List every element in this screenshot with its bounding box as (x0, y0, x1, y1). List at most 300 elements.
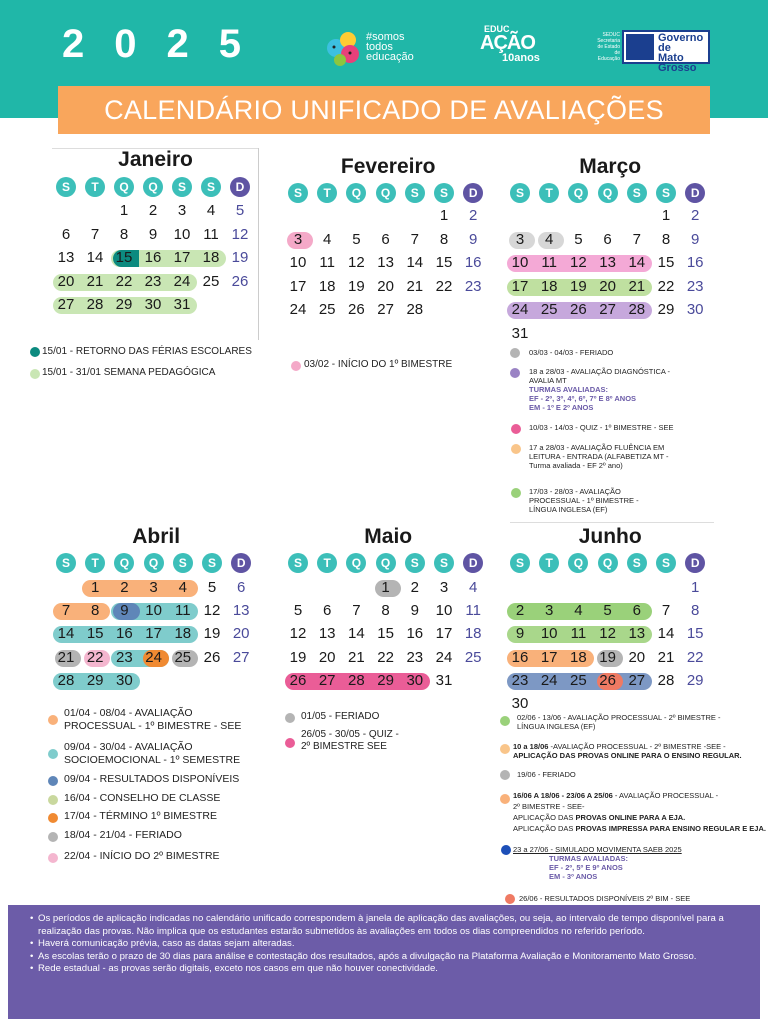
calendar-day: 18 (570, 648, 587, 666)
legend-text: 18 a 28/03 - AVALIAÇÃO DIAGNÓSTICA - (529, 367, 671, 376)
calendar-day: 24 (145, 648, 162, 666)
month-title: Março (579, 155, 642, 178)
legend-text: SOCIOEMOCIONAL - 1º SEMESTRE (64, 754, 241, 766)
weekday-header: T (539, 183, 559, 203)
calendar-day: 15 (435, 254, 453, 271)
calendar-day: 30 (686, 301, 704, 318)
calendar-day: 12 (231, 225, 249, 243)
weekday-header: Q (598, 553, 618, 573)
page-title: CALENDÁRIO UNIFICADO DE AVALIAÇÕES (58, 86, 710, 134)
legend-dot (48, 853, 58, 863)
calendar-day: 20 (628, 648, 646, 666)
weekday-header: Q (144, 553, 164, 573)
logo-mato: Mato (658, 52, 684, 64)
calendar-day: 12 (203, 602, 221, 620)
weekday-header: S (56, 553, 76, 573)
calendar-day: 8 (661, 230, 671, 248)
logo-grosso: Grosso (658, 62, 697, 74)
month-title: Abril (132, 525, 181, 548)
calendar-day: 10 (511, 254, 529, 271)
legend-text: 09/04 - 30/04 - AVALIAÇÃO (64, 741, 193, 753)
calendar-day: 15 (115, 249, 133, 266)
legend-text: 16/04 - CONSELHO DE CLASSE (64, 792, 221, 804)
legend-text: LEITURA - ENTRADA (ALFABETIZA MT - (529, 452, 669, 461)
legend-text: 09/04 - RESULTADOS DISPONÍVEIS (64, 773, 240, 785)
calendar-day: 24 (173, 272, 191, 290)
calendar-day: 23 (406, 648, 424, 666)
legend-dot (505, 894, 515, 904)
logo-somos: #somos (366, 31, 405, 43)
legend-dot (510, 348, 520, 358)
calendar-day: 19 (203, 625, 221, 643)
calendar-day: 21 (406, 277, 424, 295)
weekday-header: D (685, 183, 705, 203)
calendar-day: 13 (232, 602, 250, 620)
weekday-header: S (656, 183, 676, 203)
calendar-day: 10 (540, 625, 558, 643)
colorful-faces-icon (322, 26, 368, 72)
calendar-day: 6 (632, 602, 641, 620)
calendar-day: 1 (119, 202, 129, 219)
weekday-header: T (317, 183, 337, 203)
calendar-day: 2 (469, 207, 478, 224)
calendar-day: 16 (686, 254, 704, 271)
calendar-day: 21 (86, 272, 104, 290)
legend-dot (291, 361, 301, 371)
calendar-day: 22 (435, 277, 453, 295)
calendar-day: 16 (116, 625, 133, 643)
weekday-header: D (463, 183, 483, 203)
legend-text: 2º BIMESTRE - SEE- (513, 802, 585, 811)
calendar-day: 24 (540, 671, 558, 689)
legend-text: PROVAS IMPRESSA PARA ENSINO REGULAR E EJA. (575, 824, 766, 833)
calendar-day: 16 (464, 254, 482, 271)
calendar-day: 19 (348, 277, 365, 295)
calendar-day: 28 (628, 301, 646, 318)
logo-todos: todos (366, 41, 393, 53)
weekday-header: S (627, 183, 647, 203)
legend-text: EM - 3º ANOS (549, 872, 598, 881)
calendar-day: 11 (319, 254, 335, 271)
weekday-header: S (288, 553, 308, 573)
calendar-day: 12 (289, 625, 307, 643)
calendar-day: 18 (202, 249, 220, 266)
calendar-day: 17 (511, 277, 529, 295)
calendar-day: 11 (541, 254, 557, 271)
calendar-day: 16 (406, 625, 424, 643)
legend-dot (48, 832, 58, 842)
calendar-day: 25 (464, 648, 482, 666)
legend-text: AVALIA MT (529, 376, 567, 385)
calendar-day: 15 (657, 254, 675, 271)
calendar-day: 24 (289, 301, 307, 318)
calendar-day: 5 (293, 602, 303, 620)
weekday-header: S (173, 553, 193, 573)
legend-text: 15/01 - RETORNO DAS FÉRIAS ESCOLARES (42, 346, 252, 357)
legend-dot (48, 795, 58, 805)
calendar-day: 9 (469, 230, 478, 248)
calendar-day: 15 (377, 625, 394, 643)
calendar-day: 8 (91, 602, 100, 620)
calendar-day: 30 (511, 695, 529, 712)
calendar-day: 4 (178, 579, 187, 596)
weekday-header: T (539, 553, 559, 573)
weekday-header: Q (568, 183, 588, 203)
divider (258, 148, 259, 340)
weekday-header: T (85, 553, 105, 573)
calendar-day: 6 (381, 230, 390, 248)
calendar-day: 26 (289, 671, 307, 689)
calendar-day: 7 (410, 230, 419, 248)
calendar-day: 29 (686, 671, 704, 689)
calendar-day: 9 (148, 225, 158, 243)
weekday-header: D (231, 553, 251, 573)
calendar-day: 27 (57, 296, 75, 313)
footer-note: • Os períodos de aplicação indicadas no calendário unificado correspondem à janela de aplicação das avaliações, ou seja, ao intervalo de tempo disponível para a realização das provas. Não implica que os estudantes estarão submetidos às avaliações em todos os dias compreendidos no referido período. (30, 913, 746, 938)
calendar-day: 20 (318, 648, 336, 666)
weekday-header: S (434, 553, 454, 573)
legend-dot (285, 738, 295, 748)
legend-dot (501, 845, 511, 855)
weekday-header: S (172, 177, 192, 197)
legend-text: 10 a 18/06 (513, 742, 549, 751)
calendar-day: 20 (232, 625, 250, 643)
legend-text: 10/03 - 14/03 - QUIZ - 1º BIMESTRE - SEE (529, 423, 674, 432)
calendar-day: 5 (574, 230, 583, 248)
calendar-day: 5 (207, 579, 217, 596)
legend-text: TURMAS AVALIADAS: (549, 854, 629, 863)
calendar-day: 6 (61, 225, 71, 243)
calendar-day: 14 (348, 625, 365, 643)
calendar-day: 8 (119, 225, 129, 243)
calendar-day: 26 (231, 272, 249, 290)
calendar-day: 9 (691, 230, 700, 248)
calendar-day: 14 (57, 625, 75, 643)
legend-text: Turma avaliada - EF 2º ano) (529, 461, 623, 470)
legend-text: 17 a 28/03 - AVALIAÇÃO FLUÊNCIA EM (529, 443, 665, 452)
calendar-day: 21 (57, 648, 75, 666)
weekday-header: Q (568, 553, 588, 573)
calendar-day: 28 (348, 671, 365, 689)
calendar-day: 29 (115, 296, 133, 313)
legend-text: 02/06 - 13/06 - AVALIAÇÃO PROCESSUAL - 2º BIMESTRE - (517, 713, 721, 722)
legend-dot (500, 716, 510, 726)
weekday-header: Q (346, 553, 366, 573)
logo-educacao: educação (366, 51, 414, 63)
legend-text: -AVALIAÇÃO PROCESSUAL - 2º BIMESTRE -SEE - (548, 742, 726, 751)
calendar-day: 13 (318, 625, 336, 643)
calendar-day: 30 (406, 671, 424, 689)
calendar-day: 17 (540, 648, 558, 666)
legend-text: EF - 2º, 3º, 4º, 6º, 7º E 8º ANOS (529, 394, 637, 403)
calendar-day: 9 (120, 602, 129, 620)
logo-governo-de: Governo de (658, 32, 704, 54)
calendar-day: 30 (144, 296, 162, 313)
calendar-day: 1 (661, 207, 671, 224)
legend-text: 23 a 27/06 - SIMULADO MOVIMENTA SAEB 2025 (513, 845, 682, 854)
weekday-header: T (317, 553, 337, 573)
month-title: Maio (364, 525, 413, 548)
calendar-day: 14 (628, 254, 646, 271)
legend-dot (511, 424, 521, 434)
calendar-day: 18 (318, 277, 336, 295)
calendar-day: 25 (570, 671, 587, 689)
legend-text: 26/06 - RESULTADOS DISPONÍVEIS 2º BIM - SEE (519, 894, 691, 903)
logo-educ: EDUC (484, 24, 510, 34)
legend-dot (510, 368, 520, 378)
calendar-day: 25 (202, 272, 220, 290)
weekday-header: S (405, 183, 425, 203)
calendar-day: 27 (318, 671, 336, 689)
month-title: Janeiro (118, 148, 193, 171)
calendar-day: 1 (91, 579, 100, 596)
legend-dot (285, 713, 295, 723)
calendar-day: 12 (570, 254, 587, 271)
educacao-10-anos-logo (480, 24, 540, 68)
calendar-day: 10 (145, 602, 162, 620)
weekday-header: Q (143, 177, 163, 197)
calendar-day: 7 (352, 602, 361, 620)
calendar-day: 3 (439, 579, 449, 596)
calendar-day: 25 (318, 301, 336, 318)
calendar-day: 13 (57, 249, 75, 266)
calendar-day: 3 (545, 602, 554, 620)
calendar-day: 20 (57, 272, 75, 290)
calendar-day: 23 (511, 671, 529, 689)
legend-dot (48, 776, 58, 786)
calendar-day: 4 (206, 202, 216, 219)
logo-de-educacao: de Educação (597, 50, 620, 62)
calendar-day: 23 (464, 277, 482, 295)
weekday-header: S (405, 553, 425, 573)
calendar-day: 18 (464, 625, 482, 643)
calendar-day: 18 (174, 625, 192, 643)
calendar-day: 26 (599, 671, 616, 689)
logo-de-estado: de Estado (597, 44, 620, 50)
somos-todos-educacao-logo (322, 26, 452, 72)
logo-seduc: SEDUC (602, 32, 620, 38)
calendar-day: 6 (237, 579, 246, 596)
calendar-day: 22 (377, 648, 394, 666)
legend-text: 03/03 - 04/03 - FERIADO (529, 348, 614, 357)
calendar-day: 7 (661, 602, 671, 620)
calendar-day: 23 (116, 648, 133, 666)
calendar-day: 9 (515, 625, 525, 643)
calendar-day: 12 (348, 254, 365, 271)
calendar-day: 28 (57, 671, 75, 689)
legend-text: 15/01 - 31/01 SEMANA PEDAGÓGICA (42, 367, 216, 378)
calendar-day: 2 (120, 579, 129, 596)
calendar-day: 1 (381, 579, 390, 596)
legend-dot (48, 813, 58, 823)
calendar-day: 21 (628, 277, 646, 295)
legend-dot (511, 488, 521, 498)
calendar-day: 26 (203, 648, 221, 666)
coat-of-arms-icon (626, 34, 654, 60)
weekday-header: S (434, 183, 454, 203)
calendar-day: 11 (175, 602, 191, 620)
calendar-day: 17 (435, 625, 453, 643)
calendar-day: 2 (691, 207, 700, 224)
calendar-day: 21 (657, 648, 675, 666)
calendar-day: 11 (203, 225, 219, 243)
calendar-day: 22 (115, 272, 133, 290)
legend-text: APLICAÇÃO DAS PROVAS ONLINE PARA O ENSINO REGULAR. (513, 751, 742, 760)
calendar-day: 22 (86, 648, 104, 666)
weekday-header: Q (376, 553, 396, 573)
weekday-header: Q (376, 183, 396, 203)
year-title: 2025 (62, 22, 271, 66)
legend-text: APLICAÇÃO DAS (513, 824, 576, 833)
logo-secretaria: Secretaria (597, 38, 620, 44)
legend-text: EM - 1º E 2º ANOS (529, 403, 594, 412)
legend-text: TURMAS AVALIADAS: (529, 385, 609, 394)
logo-acao: AÇÃO (480, 32, 535, 54)
calendar-day: 8 (381, 602, 390, 620)
legend-text: PROCESSUAL - 1º BIMESTRE - (529, 496, 639, 505)
weekday-header: Q (114, 177, 134, 197)
calendar-day: 2 (148, 202, 158, 219)
calendar-day: 31 (173, 296, 191, 313)
calendar-day: 22 (686, 648, 704, 666)
calendar-day: 14 (86, 249, 104, 266)
weekday-header: S (288, 183, 308, 203)
calendar-day: 1 (439, 207, 449, 224)
calendar-day: 3 (149, 579, 158, 596)
weekday-header: S (627, 553, 647, 573)
calendar-day: 11 (465, 602, 481, 620)
legend-text: 01/05 - FERIADO (301, 711, 380, 722)
calendar-day: 19 (231, 249, 249, 266)
legend-dot (500, 744, 510, 754)
calendar-day: 14 (657, 625, 675, 643)
calendar-day: 10 (289, 254, 307, 271)
legend-text: - AVALIAÇÃO PROCESSUAL - (612, 791, 719, 800)
calendar-day: 13 (599, 254, 616, 271)
calendar-day: 7 (632, 230, 641, 248)
calendar-day: 9 (410, 602, 419, 620)
calendar-day: 7 (61, 602, 71, 620)
legend-text: 03/02 - INÍCIO DO 1º BIMESTRE (304, 359, 453, 370)
calendar-day: 10 (435, 602, 453, 620)
legend-text: PROVAS ONLINE PARA A EJA. (575, 813, 686, 822)
legend-dot (500, 770, 510, 780)
calendar-day: 23 (686, 277, 704, 295)
weekday-header: Q (346, 183, 366, 203)
calendar-day: 7 (90, 225, 100, 243)
weekday-header: S (202, 553, 222, 573)
weekday-header: S (510, 553, 530, 573)
weekday-header: Q (598, 183, 618, 203)
calendar-day: 6 (603, 230, 612, 248)
weekday-header: S (656, 553, 676, 573)
weekday-header: D (463, 553, 483, 573)
calendar-day: 17 (173, 249, 191, 266)
weekday-header: S (201, 177, 221, 197)
legend-text: APLICAÇÃO DAS (513, 813, 576, 822)
legend-text: 17/03 - 28/03 - AVALIAÇÃO (529, 487, 621, 496)
logo-10anos: 10anos (502, 52, 540, 64)
calendar-day: 25 (540, 301, 558, 318)
calendar-day: 3 (293, 230, 303, 248)
weekday-header: S (56, 177, 76, 197)
footer-note: • Rede estadual - as provas serão digitais, exceto nos casos em que não houver conectividade. (30, 963, 746, 976)
legend-text: 16/06 A 18/06 - 23/06 A 25/06 (513, 791, 613, 800)
calendar-day: 27 (628, 671, 646, 689)
legend-text: LÍNGUA INGLESA (EF) (529, 505, 608, 514)
legend-text: 01/04 - 08/04 - AVALIAÇÃO (64, 707, 193, 719)
calendar-day: 28 (86, 296, 104, 313)
calendar-day: 4 (545, 230, 554, 248)
calendar-day: 5 (603, 602, 612, 620)
legend-dot (511, 444, 521, 454)
calendar-day: 16 (144, 249, 162, 266)
calendar-day: 26 (570, 301, 587, 318)
legend-dot (30, 347, 40, 357)
footer-note: • Haverá comunicação prévia, caso as datas sejam alteradas. (30, 938, 746, 951)
calendar-day: 29 (657, 301, 675, 318)
legend-dot (48, 715, 58, 725)
calendar-day: 12 (599, 625, 616, 643)
weekday-header: D (230, 177, 250, 197)
calendar-day: 5 (352, 230, 361, 248)
calendar-day: 4 (323, 230, 332, 248)
footer-note: • As escolas terão o prazo de 30 dias para análise e contestação dos resultados, após a divulgação na Plataforma Avaliação e Monitoramento Mato Grosso. (30, 951, 746, 964)
calendar-day: 4 (574, 602, 583, 620)
calendar-day: 25 (174, 648, 192, 666)
legend-text: 17/04 - TÉRMINO 1º BIMESTRE (64, 810, 218, 822)
legend-text: PROCESSUAL - 1º BIMESTRE - SEE (64, 720, 242, 732)
calendar-day: 21 (348, 648, 365, 666)
calendar-day: 20 (599, 277, 616, 295)
legend-dot (500, 794, 510, 804)
calendar-day: 1 (691, 579, 700, 596)
calendar-day: 13 (628, 625, 646, 643)
calendar-day: 19 (570, 277, 587, 295)
calendar-day: 28 (657, 671, 675, 689)
governo-mt-logo (594, 30, 710, 74)
calendar-day: 27 (599, 301, 616, 318)
calendar-day: 24 (511, 301, 529, 318)
calendar-day: 17 (145, 625, 162, 643)
calendar-day: 29 (86, 671, 104, 689)
calendar-day: 15 (86, 625, 104, 643)
calendar-day: 22 (657, 277, 675, 295)
calendar-day: 30 (116, 671, 133, 689)
month-title: Junho (578, 525, 642, 548)
weekday-header: Q (114, 553, 134, 573)
legend-dot (30, 369, 40, 379)
calendar-day: 3 (177, 202, 187, 219)
calendar-day: 31 (511, 324, 529, 342)
legend-text: EF - 2º, 5º E 9º ANOS (549, 863, 623, 872)
calendar-day: 29 (377, 671, 394, 689)
legend-text: 2º BIMESTRE SEE (301, 741, 387, 752)
calendar-day: 6 (323, 602, 332, 620)
weekday-header: D (685, 553, 705, 573)
weekday-header: T (85, 177, 105, 197)
calendar-day: 8 (439, 230, 449, 248)
divider (510, 522, 714, 523)
calendar-day: 19 (289, 648, 307, 666)
legend-text: LÍNGUA INGLESA (EF) (517, 722, 596, 731)
legend-text: 22/04 - INÍCIO DO 2º BIMESTRE (64, 850, 220, 862)
calendar-day: 24 (435, 648, 453, 666)
calendar-day: 13 (377, 254, 394, 271)
calendar-day: 20 (377, 277, 394, 295)
weekday-header: S (510, 183, 530, 203)
footer-notes (8, 905, 760, 1019)
